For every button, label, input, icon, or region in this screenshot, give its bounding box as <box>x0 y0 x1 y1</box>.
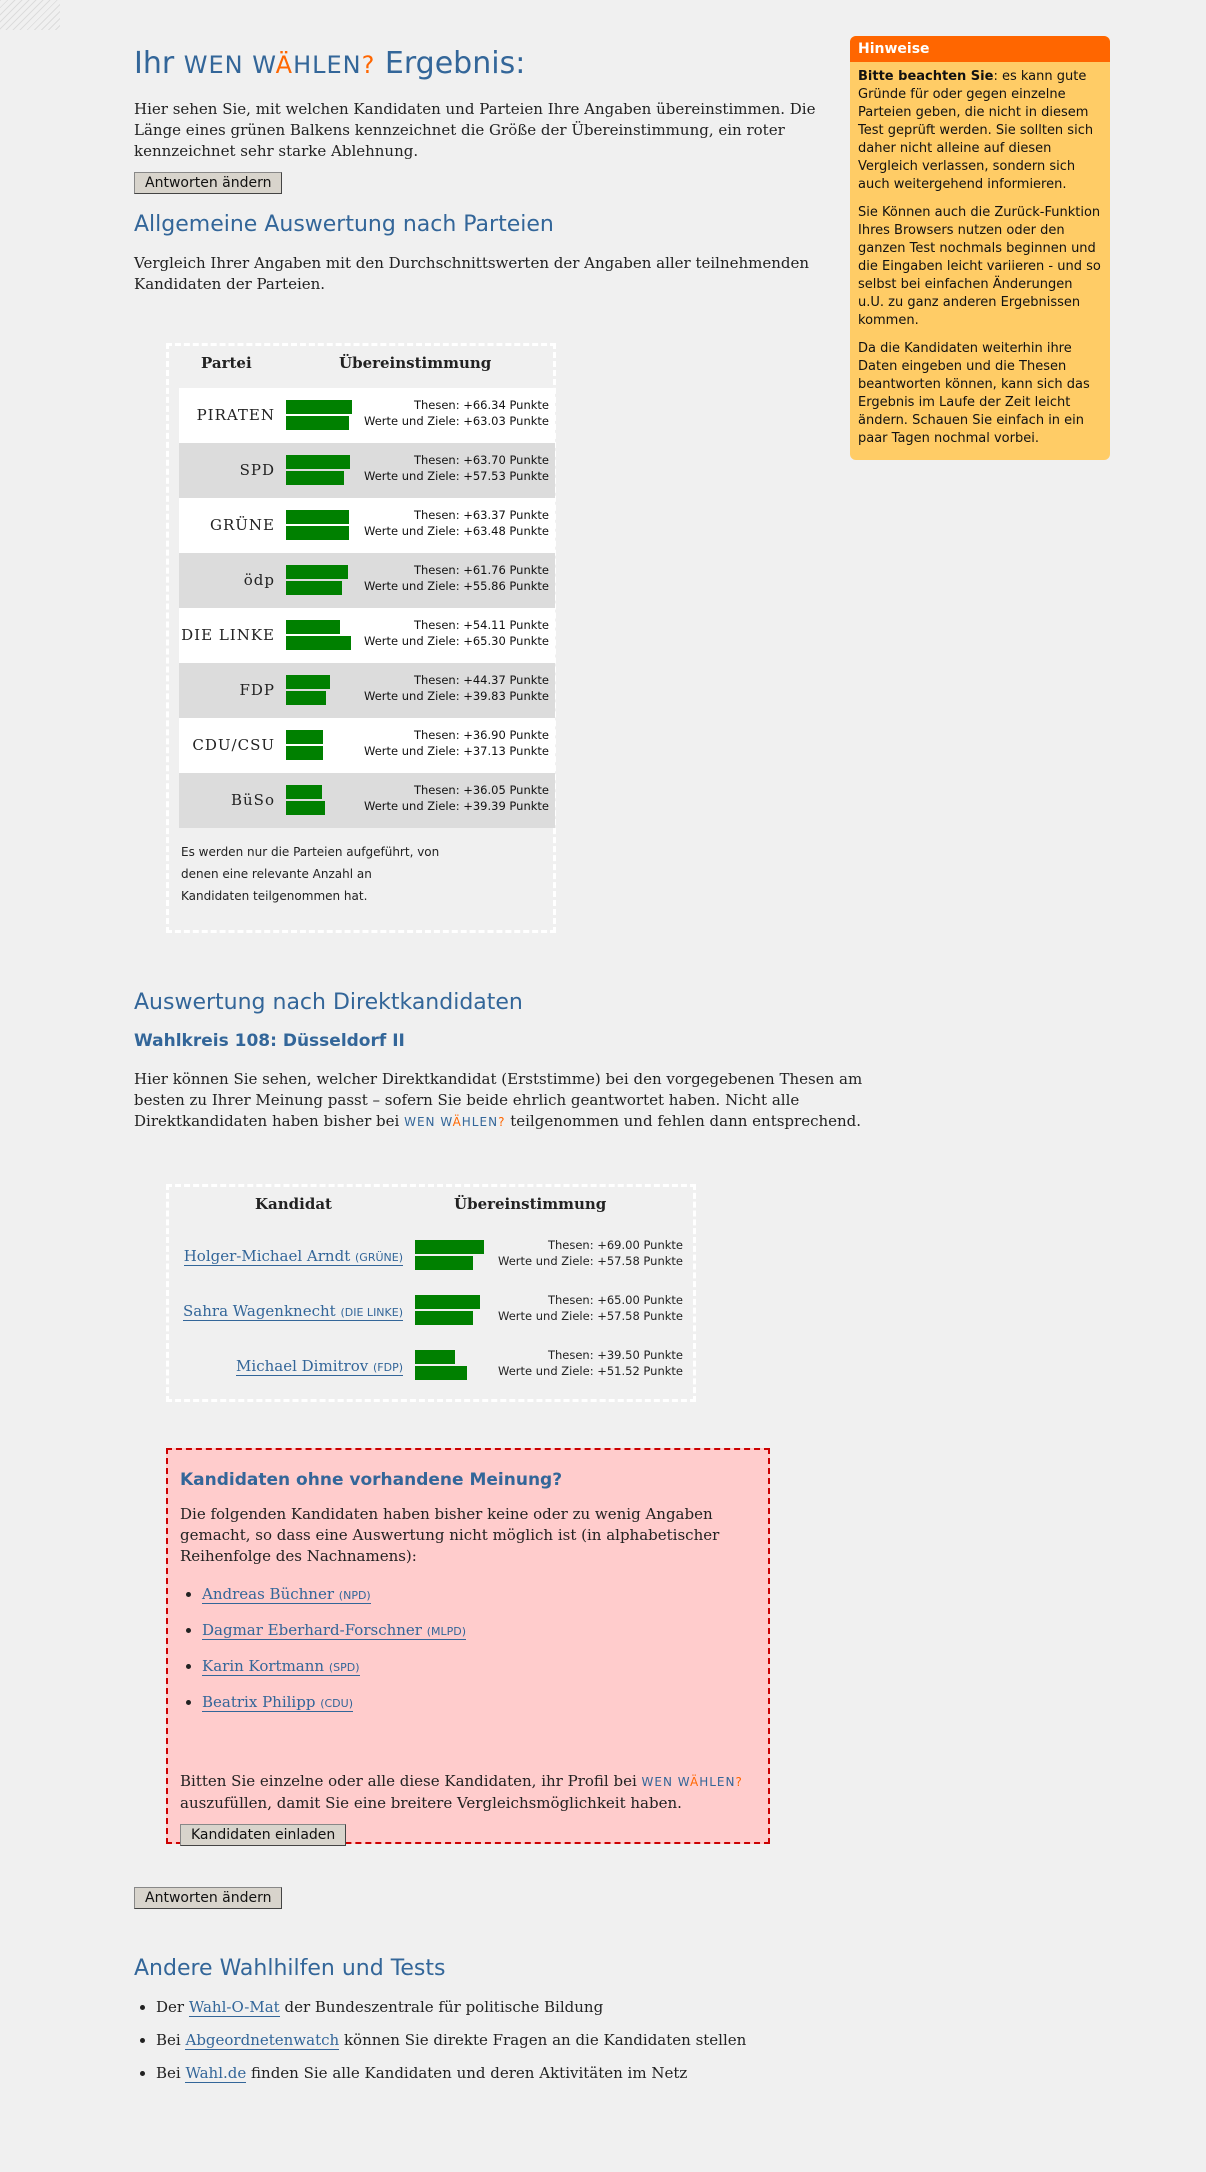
theses-bar <box>415 1240 484 1254</box>
list-item <box>156 2057 874 2090</box>
party-table-note: Es werden nur die Parteien aufgeführt, von denen eine relevante Anzahl an Kandidaten teilgenommen hat. <box>181 845 440 903</box>
party-name: DIE LINKE <box>181 626 275 644</box>
party-row <box>179 773 555 828</box>
item-post: finden Sie alle Kandidaten und deren Aktivitäten im Netz <box>251 2064 688 2082</box>
theses-bar <box>286 730 323 744</box>
candidate-link[interactable] <box>202 1621 466 1640</box>
party-name: PIRATEN <box>196 406 275 424</box>
column-header-candidate: Kandidat <box>255 1195 332 1213</box>
values-bar <box>415 1366 467 1380</box>
party-row <box>179 553 555 608</box>
theses-score: Thesen: +36.05 Punkte <box>413 783 549 797</box>
brand-rest: HLEN <box>293 51 362 79</box>
tool-link[interactable]: Wahl-O-Mat <box>188 1998 280 2016</box>
theses-score: Thesen: +54.11 Punkte <box>413 618 549 632</box>
candidate-row <box>169 1229 693 1284</box>
values-score: Werte und Ziele: +55.86 Punkte <box>364 579 549 593</box>
title-suffix: Ergebnis: <box>384 46 526 81</box>
party-section-description: Vergleich Ihrer Angaben mit den Durchschnittswerten der Angaben aller teilnehmenden Kandidaten der Parteien. <box>134 254 810 293</box>
hint-3: Da die Kandidaten weiterhin ihre Daten eingeben und die Thesen beantworten können, kann sich das Ergebnis im Laufe der Zeit leicht ändern. Schauen Sie einfach in ein paar Tagen nochmal vorbei. <box>858 341 1090 446</box>
invite-text-post: auszufüllen, damit Sie eine breitere Vergleichsmöglichkeit haben. <box>180 1794 682 1812</box>
theses-score: Thesen: +61.76 Punkte <box>413 563 549 577</box>
candidate-name-text: Sahra Wagenknecht <box>183 1302 336 1320</box>
brand-auml: Ä <box>275 51 294 79</box>
values-bar <box>286 416 349 430</box>
theses-bar <box>286 675 330 689</box>
brand-question: ? <box>735 1775 743 1789</box>
candidate-link[interactable] <box>202 1657 360 1676</box>
no-opinion-title: Kandidaten ohne vorhandene Meinung? <box>180 1470 563 1490</box>
theses-score: Thesen: +36.90 Punkte <box>413 728 549 742</box>
brand-rest: HLEN <box>699 1775 736 1789</box>
candidate-link[interactable] <box>236 1357 403 1376</box>
candidate-link[interactable] <box>183 1302 403 1321</box>
party-row <box>179 608 555 663</box>
column-header-party: Partei <box>201 354 252 372</box>
candidate-party: (DIE LINKE) <box>340 1306 403 1319</box>
party-section-title: Allgemeine Auswertung nach Parteien <box>134 212 554 237</box>
other-tools-title: Andere Wahlhilfen und Tests <box>134 1956 446 1981</box>
column-header-match: Übereinstimmung <box>454 1195 607 1213</box>
tool-link[interactable]: Abgeordnetenwatch <box>185 2031 340 2049</box>
party-name: BüSo <box>231 791 275 809</box>
candidate-link[interactable] <box>202 1693 353 1712</box>
other-tools-section <box>134 1956 874 2090</box>
theses-bar <box>286 510 349 524</box>
brand-wen: WEN W <box>404 1115 453 1129</box>
item-pre: Der <box>156 1998 185 2016</box>
brand-wen: WEN W <box>641 1775 690 1789</box>
theses-bar <box>286 620 340 634</box>
candidate-section <box>134 990 874 1143</box>
values-score: Werte und Ziele: +57.53 Punkte <box>364 469 549 483</box>
list-item <box>202 1613 756 1649</box>
candidate-name-text: Andreas Büchner <box>202 1585 335 1603</box>
bottom-actions <box>134 1887 282 1909</box>
values-score: Werte und Ziele: +57.58 Punkte <box>498 1254 683 1268</box>
list-item <box>156 2024 874 2057</box>
list-item <box>156 1991 874 2024</box>
party-name: FDP <box>239 681 275 699</box>
theses-score: Thesen: +44.37 Punkte <box>413 673 549 687</box>
candidate-party: (SPD) <box>328 1661 360 1674</box>
party-row <box>179 388 555 443</box>
values-score: Werte und Ziele: +65.30 Punkte <box>364 634 549 648</box>
no-opinion-box <box>166 1448 770 1844</box>
main-content <box>134 40 864 305</box>
other-tools-list <box>134 1991 874 2090</box>
hints-title: Hinweise <box>850 36 1110 62</box>
hints-sidebar <box>850 36 1110 460</box>
list-item <box>202 1685 756 1721</box>
values-score: Werte und Ziele: +37.13 Punkte <box>364 744 549 758</box>
title-prefix: Ihr <box>134 46 175 81</box>
hints-body <box>850 62 1110 460</box>
brand-inline <box>404 1115 505 1129</box>
candidate-results-table <box>166 1184 696 1402</box>
invite-text-pre: Bitten Sie einzelne oder alle diese Kandidaten, ihr Profil bei <box>180 1772 637 1790</box>
candidate-row <box>169 1339 693 1394</box>
theses-score: Thesen: +65.00 Punkte <box>547 1293 683 1307</box>
page-title <box>134 46 864 81</box>
values-score: Werte und Ziele: +39.83 Punkte <box>364 689 549 703</box>
list-item <box>202 1649 756 1685</box>
candidate-name-text: Holger-Michael Arndt <box>183 1247 351 1265</box>
brand-question: ? <box>361 51 376 79</box>
party-results-table <box>166 343 556 933</box>
values-bar <box>415 1311 473 1325</box>
brand-wen: WEN W <box>183 51 276 79</box>
candidate-row <box>169 1284 693 1339</box>
values-bar <box>286 801 325 815</box>
theses-score: Thesen: +63.37 Punkte <box>413 508 549 522</box>
values-bar <box>286 581 342 595</box>
brand-auml: Ä <box>690 1775 700 1789</box>
brand-rest: HLEN <box>461 1115 499 1129</box>
candidate-name-text: Michael Dimitrov <box>236 1357 369 1375</box>
party-row <box>179 718 555 773</box>
party-name: GRÜNE <box>210 516 275 534</box>
candidate-desc-post: teilgenommen und fehlen dann entsprechend. <box>510 1112 862 1130</box>
candidate-name <box>183 1302 403 1320</box>
candidate-party: (FDP) <box>372 1361 403 1374</box>
theses-score: Thesen: +63.70 Punkte <box>413 453 549 467</box>
brand-question: ? <box>498 1115 506 1129</box>
candidate-name-text: Beatrix Philipp <box>202 1693 316 1711</box>
brand-inline <box>642 1775 743 1789</box>
district-title: Wahlkreis 108: Düsseldorf II <box>134 1031 405 1051</box>
invite-candidates-button[interactable]: Kandidaten einladen <box>180 1824 346 1846</box>
values-bar <box>286 746 323 760</box>
hint-1-text: : es kann gute Gründe für oder gegen einzelne Parteien geben, die nicht in diesem Test geprüft werden. Sie sollten sich daher nicht alleine auf diesen Vergleich verlassen, sondern sich auch weitergehend informieren. <box>858 69 1094 192</box>
item-post: können Sie direkte Fragen an die Kandidaten stellen <box>343 2031 747 2049</box>
theses-bar <box>415 1350 455 1364</box>
theses-bar <box>286 400 352 414</box>
party-row <box>179 498 555 553</box>
no-opinion-list <box>180 1577 756 1721</box>
candidate-link[interactable] <box>184 1247 403 1266</box>
values-score: Werte und Ziele: +39.39 Punkte <box>364 799 549 813</box>
list-item <box>202 1577 756 1613</box>
values-score: Werte und Ziele: +51.52 Punkte <box>498 1364 683 1378</box>
values-bar <box>286 526 349 540</box>
hint-1-bold: Bitte beachten Sie <box>858 69 994 84</box>
values-score: Werte und Ziele: +57.58 Punkte <box>498 1309 683 1323</box>
candidate-section-title: Auswertung nach Direktkandidaten <box>134 990 523 1015</box>
values-score: Werte und Ziele: +63.03 Punkte <box>364 414 549 428</box>
party-row <box>179 443 555 498</box>
candidate-name-text: Dagmar Eberhard-Forschner <box>202 1621 422 1639</box>
brand-logo <box>184 51 376 79</box>
party-row <box>179 663 555 718</box>
no-opinion-description: Die folgenden Kandidaten haben bisher keine oder zu wenig Angaben gemacht, so dass eine Auswertung nicht möglich ist (in alphabetischer Reihenfolge des Nachnamens): <box>180 1505 720 1565</box>
candidate-party: (NPD) <box>338 1589 371 1602</box>
change-answers-button-top[interactable]: Antworten ändern <box>134 172 282 194</box>
invite-text <box>180 1771 756 1814</box>
theses-score: Thesen: +69.00 Punkte <box>547 1238 683 1252</box>
party-name: ödp <box>243 571 275 589</box>
values-bar <box>286 636 351 650</box>
candidate-desc-pre: Hier können Sie sehen, welcher Direktkandidat (Erststimme) bei den vorgegebenen Thesen am besten zu Ihrer Meinung passt – sofern Sie beide ehrlich geantwortet haben. Nicht alle Direktkandidaten haben bisher bei <box>134 1070 863 1130</box>
candidate-party: (CDU) <box>320 1697 353 1710</box>
candidate-party: (MLPD) <box>426 1625 467 1638</box>
values-bar <box>415 1256 473 1270</box>
party-name: CDU/CSU <box>192 736 275 754</box>
item-pre: Bei <box>156 2031 181 2049</box>
theses-bar <box>415 1295 480 1309</box>
item-pre: Bei <box>156 2064 181 2082</box>
values-bar <box>286 691 326 705</box>
values-score: Werte und Ziele: +63.48 Punkte <box>364 524 549 538</box>
intro-text: Hier sehen Sie, mit welchen Kandidaten und Parteien Ihre Angaben übereinstimmen. Die Länge eines grünen Balkens kennzeichnet die Größe der Übereinstimmung, ein roter kennzeichnet sehr starke Ablehnung. <box>134 100 816 160</box>
column-header-match: Übereinstimmung <box>339 354 492 372</box>
party-name: SPD <box>239 461 275 479</box>
values-bar <box>286 471 344 485</box>
candidate-name <box>184 1247 403 1265</box>
hint-1 <box>858 68 1102 194</box>
candidate-section-description <box>134 1069 874 1133</box>
item-post: der Bundeszentrale für politische Bildung <box>284 1998 604 2016</box>
theses-score: Thesen: +39.50 Punkte <box>547 1348 683 1362</box>
theses-bar <box>286 565 348 579</box>
hint-2: Sie Können auch die Zurück-Funktion Ihres Browsers nutzen oder den ganzen Test nochmals beginnen und die Eingaben leicht variieren - und so selbst bei einfachen Änderungen u.U. zu ganz anderen Ergebnissen kommen. <box>858 205 1101 328</box>
theses-score: Thesen: +66.34 Punkte <box>413 398 549 412</box>
theses-bar <box>286 785 322 799</box>
candidate-party: (GRÜNE) <box>355 1251 403 1264</box>
candidate-link[interactable] <box>202 1585 371 1604</box>
change-answers-button-bottom[interactable]: Antworten ändern <box>134 1887 282 1909</box>
tool-link[interactable]: Wahl.de <box>185 2064 247 2082</box>
candidate-name-text: Karin Kortmann <box>202 1657 325 1675</box>
brand-auml: Ä <box>452 1115 462 1129</box>
theses-bar <box>286 455 350 469</box>
corner-decoration <box>0 0 60 30</box>
candidate-name <box>236 1357 403 1375</box>
